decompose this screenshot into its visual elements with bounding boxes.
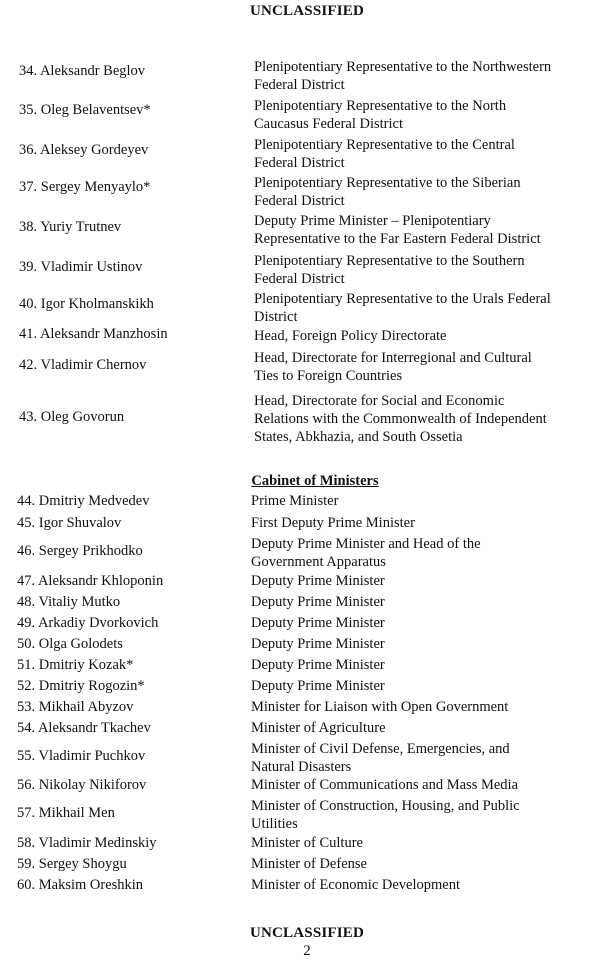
title-line: Minister of Agriculture xyxy=(251,720,386,736)
member-name: 57. Mikhail Men xyxy=(17,805,115,821)
official-title xyxy=(254,290,599,326)
official-name: 42. Vladimir Chernov xyxy=(19,357,147,373)
official-name: 39. Vladimir Ustinov xyxy=(19,259,143,275)
official-title xyxy=(254,252,599,288)
title-line: Federal District xyxy=(254,77,345,93)
title-line: Plenipotentiary Representative to the Central xyxy=(254,137,515,153)
title-line: Deputy Prime Minister xyxy=(251,657,385,673)
title-line: Deputy Prime Minister xyxy=(251,636,385,652)
title-line: Federal District xyxy=(254,193,345,209)
page-number: 2 xyxy=(303,943,311,959)
title-line: District xyxy=(254,309,298,325)
title-line: Head, Foreign Policy Directorate xyxy=(254,328,447,344)
title-line: Minister of Defense xyxy=(251,856,367,872)
member-title xyxy=(251,535,601,571)
title-line: Federal District xyxy=(254,271,345,287)
title-line: Minister of Economic Development xyxy=(251,877,460,893)
member-name: 55. Vladimir Puchkov xyxy=(17,748,146,764)
member-title xyxy=(251,572,601,590)
member-name: 44. Dmitriy Medvedev xyxy=(17,493,150,509)
member-title xyxy=(251,776,601,794)
member-name: 59. Sergey Shoygu xyxy=(17,856,127,872)
title-line: Plenipotentiary Representative to the Siberian xyxy=(254,175,521,191)
member-name: 54. Aleksandr Tkachev xyxy=(17,720,151,736)
member-name: 52. Dmitriy Rogozin* xyxy=(17,678,145,694)
title-line: Plenipotentiary Representative to the Southern xyxy=(254,253,525,269)
official-title xyxy=(254,174,599,210)
official-name: 36. Aleksey Gordeyev xyxy=(19,142,149,158)
member-name: 48. Vitaliy Mutko xyxy=(17,594,121,610)
official-name: 38. Yuriy Trutnev xyxy=(19,219,122,235)
official-name: 37. Sergey Menyaylo* xyxy=(19,179,151,195)
title-line: Plenipotentiary Representative to the North xyxy=(254,98,507,114)
member-title xyxy=(251,855,601,873)
title-line: Minister of Civil Defense, Emergencies, and xyxy=(251,741,510,757)
member-name: 60. Maksim Oreshkin xyxy=(17,877,144,893)
cabinet-section-heading xyxy=(0,472,614,490)
title-line: Deputy Prime Minister xyxy=(251,573,385,589)
member-name: 46. Sergey Prikhodko xyxy=(17,543,143,559)
title-line: Head, Directorate for Social and Economic xyxy=(254,393,505,409)
member-name: 56. Nikolay Nikiforov xyxy=(17,777,147,793)
title-line: Deputy Prime Minister and Head of the xyxy=(251,536,481,552)
title-line: Government Apparatus xyxy=(251,554,386,570)
bottom-classification-marking: UNCLASSIFIED xyxy=(249,925,365,941)
member-title xyxy=(251,719,601,737)
title-line: Plenipotentiary Representative to the Northwestern xyxy=(254,59,552,75)
member-title xyxy=(251,492,601,510)
official-title xyxy=(254,349,599,385)
title-line: Natural Disasters xyxy=(251,759,352,775)
official-title xyxy=(254,136,599,172)
title-line: Deputy Prime Minister xyxy=(251,615,385,631)
official-title xyxy=(254,327,599,345)
member-name: 49. Arkadiy Dvorkovich xyxy=(17,615,159,631)
member-title xyxy=(251,876,601,894)
title-line: First Deputy Prime Minister xyxy=(251,515,415,531)
member-title xyxy=(251,635,601,653)
title-line: States, Abkhazia, and South Ossetia xyxy=(254,429,463,445)
title-line: Head, Directorate for Interregional and Cultural xyxy=(254,350,532,366)
title-line: Deputy Prime Minister xyxy=(251,594,385,610)
official-name: 34. Aleksandr Beglov xyxy=(19,63,146,79)
official-title xyxy=(254,392,599,446)
title-line: Utilities xyxy=(251,816,298,832)
official-name: 43. Oleg Govorun xyxy=(19,409,125,425)
official-title xyxy=(254,58,599,94)
title-line: Caucasus Federal District xyxy=(254,116,403,132)
official-name: 35. Oleg Belaventsev* xyxy=(19,102,151,118)
member-title xyxy=(251,593,601,611)
title-line: Minister of Communications and Mass Media xyxy=(251,777,519,793)
member-title xyxy=(251,656,601,674)
member-title xyxy=(251,797,601,833)
member-name: 51. Dmitriy Kozak* xyxy=(17,657,134,673)
title-line: Prime Minister xyxy=(251,493,339,509)
title-line: Plenipotentiary Representative to the Urals Federal xyxy=(254,291,551,307)
cabinet-heading-text: Cabinet of Ministers xyxy=(251,473,379,489)
top-classification-marking: UNCLASSIFIED xyxy=(249,3,365,19)
title-line: Minister of Culture xyxy=(251,835,363,851)
official-name: 41. Aleksandr Manzhosin xyxy=(19,326,168,342)
member-name: 53. Mikhail Abyzov xyxy=(17,699,134,715)
official-title xyxy=(254,97,599,133)
title-line: Deputy Prime Minister – Plenipotentiary xyxy=(254,213,491,229)
official-title xyxy=(254,212,599,248)
member-name: 58. Vladimir Medinskiy xyxy=(17,835,157,851)
title-line: Relations with the Commonwealth of Independent xyxy=(254,411,547,427)
title-line: Minister of Construction, Housing, and Public xyxy=(251,798,520,814)
member-title xyxy=(251,740,601,776)
title-line: Deputy Prime Minister xyxy=(251,678,385,694)
member-title xyxy=(251,614,601,632)
member-title xyxy=(251,677,601,695)
title-line: Representative to the Far Eastern Federal District xyxy=(254,231,541,247)
title-line: Federal District xyxy=(254,155,345,171)
member-name: 45. Igor Shuvalov xyxy=(17,515,122,531)
title-line: Minister for Liaison with Open Government xyxy=(251,699,509,715)
member-title xyxy=(251,698,601,716)
member-title xyxy=(251,514,601,532)
title-line: Ties to Foreign Countries xyxy=(254,368,403,384)
member-name: 50. Olga Golodets xyxy=(17,636,123,652)
official-name: 40. Igor Kholmanskikh xyxy=(19,296,154,312)
member-title xyxy=(251,834,601,852)
member-name: 47. Aleksandr Khloponin xyxy=(17,573,164,589)
